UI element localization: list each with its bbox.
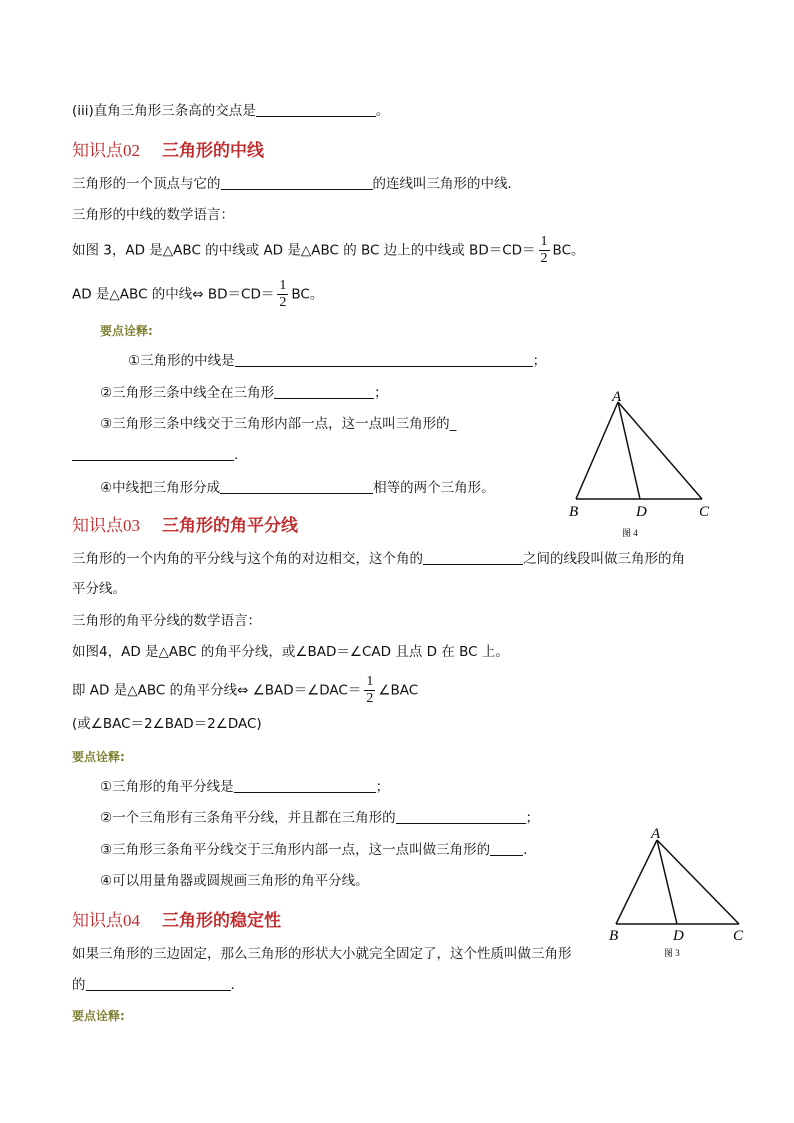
answer-blank[interactable] (234, 778, 376, 793)
intro-item3: (iii)直角三角形三条高的交点是 。 (72, 103, 390, 119)
median-point-4: ④中线把三角形分成 相等的两个三角形。 (100, 480, 495, 496)
notes-label: 要点诠释: (100, 324, 153, 338)
answer-blank[interactable] (423, 550, 523, 565)
answer-blank[interactable] (221, 175, 373, 190)
triangle-figure-3 (600, 820, 760, 970)
label-a: A (651, 826, 661, 842)
median-math-language: 三角形的中线的数学语言： (72, 207, 234, 223)
answer-blank[interactable] (274, 384, 374, 399)
label-c: C (733, 928, 744, 944)
figure-caption: 图 4 (622, 528, 638, 538)
notes-label: 要点诠释: (72, 750, 125, 764)
bisector-equivalence-alt: (或∠BAC＝2∠BAD＝2∠DAC) (72, 716, 262, 732)
answer-blank[interactable] (396, 809, 526, 824)
bisector-point-1: ①三角形的角平分线是 ； (100, 779, 390, 795)
section-heading-04: 知识点04 三角形的稳定性 (72, 911, 281, 931)
answer-blank[interactable] (72, 446, 234, 461)
median-equivalence: AD 是△ABC 的中线⇔ BD＝CD＝ $\frac{1}{2}$ BC。 (72, 278, 324, 310)
segment-ad (657, 840, 677, 924)
label-d: D (636, 504, 647, 520)
median-point-2: ②三角形三条中线全在三角形 ； (100, 385, 388, 401)
triangle-figure-4 (560, 386, 730, 546)
median-definition: 三角形的一个顶点与它的 的连线叫三角形的中线． (72, 176, 521, 192)
section-heading-02: 知识点02 三角形的中线 (72, 141, 264, 161)
bisector-example: 如图4，AD 是△ABC 的角平分线，或∠BAD＝∠CAD 且点 D 在 BC 上。 (72, 644, 509, 660)
bisector-math-language: 三角形的角平分线的数学语言： (72, 613, 261, 629)
label-a: A (612, 389, 622, 405)
bisector-point-2: ②一个三角形有三条角平分线，并且都在三角形的 ； (100, 810, 540, 826)
median-point-3-cont: . (72, 445, 238, 465)
bisector-definition: 三角形的一个内角的平分线与这个角的对边相交，这个角的 之间的线段叫做三角形的角 (72, 551, 685, 567)
figure-caption: 图 3 (664, 948, 680, 958)
bisector-point-3: ③三角形三条角平分线交于三角形内部一点，这一点叫做三角形的 . (100, 842, 528, 858)
side-ac (618, 402, 702, 499)
answer-blank[interactable] (256, 102, 376, 117)
median-example: 如图 3，AD 是△ABC 的中线或 AD 是△ABC 的 BC 边上的中线或 BD＝CD＝ $\frac{1}{2}$ BC。 (72, 234, 585, 266)
answer-blank[interactable] (220, 479, 373, 494)
section-heading-03: 知识点03 三角形的角平分线 (72, 516, 298, 536)
median-point-3: ③三角形三条中线交于三角形内部一点，这一点叫三角形的_ (100, 416, 457, 432)
side-ab (576, 402, 618, 499)
stability-definition-cont: 的 . (72, 977, 235, 993)
fraction-half: $\frac{1}{2}$ (366, 674, 374, 706)
label-b: B (569, 504, 579, 520)
answer-blank[interactable] (86, 976, 231, 991)
label-b: B (609, 928, 619, 944)
side-ab (616, 840, 657, 924)
answer-blank[interactable] (235, 352, 533, 367)
bisector-equivalence: 即 AD 是△ABC 的角平分线⇔ ∠BAD＝∠DAC＝ $\frac{1}{2}$ ∠BAC (72, 674, 419, 706)
answer-blank[interactable] (490, 841, 523, 856)
notes-label: 要点诠释: (72, 1009, 125, 1023)
stability-definition: 如果三角形的三边固定，那么三角形的形状大小就完全固定了，这个性质叫做三角形 (72, 946, 572, 962)
side-ac (657, 840, 739, 924)
bisector-definition-cont: 平分线。 (72, 581, 126, 597)
median-point-1: ①三角形的中线是 ； (128, 353, 547, 369)
label-d: D (673, 928, 684, 944)
fraction-half: $\frac{1}{2}$ (540, 234, 548, 266)
bisector-point-4: ④可以用量角器或圆规画三角形的角平分线。 (100, 873, 369, 889)
segment-ad (618, 402, 640, 499)
label-c: C (699, 504, 710, 520)
fraction-half: $\frac{1}{2}$ (279, 278, 287, 310)
